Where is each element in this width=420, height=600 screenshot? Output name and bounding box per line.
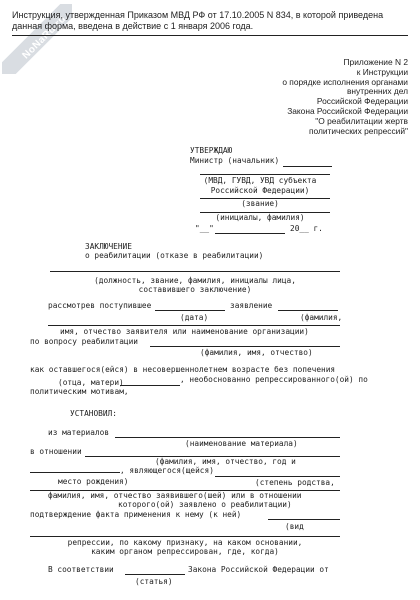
minister-blank	[283, 166, 332, 167]
appendix-line: "О реабилитации жертв	[315, 115, 408, 126]
guardian-blank	[120, 385, 180, 386]
material-name-hint: (наименование материала)	[185, 439, 298, 448]
established-title: УСТАНОВИЛ:	[70, 409, 117, 418]
birth-blank	[30, 472, 120, 473]
applicant-blank	[48, 325, 340, 326]
from-materials-label: из материалов	[48, 428, 110, 437]
on-question-label: по вопросу реабилитации	[30, 337, 138, 346]
repressed-hint: , необоснованно репрессированного(ой) по	[180, 375, 368, 384]
appendix-line: Российской Федерации	[316, 96, 408, 107]
applicant-hint: имя, отчество заявителя или наименование организации)	[60, 327, 309, 336]
kinship-blank	[215, 476, 340, 477]
appendix-line: Закона Российской Федерации	[287, 105, 408, 116]
date-hint: (дата)	[180, 313, 209, 322]
org-hint-2: Российской Федерации)	[210, 186, 310, 195]
appendix-block	[228, 58, 408, 136]
political-line: политическим мотивам,	[30, 387, 129, 396]
materials-blank	[115, 437, 340, 438]
appendix-line: к Инструкции	[356, 66, 408, 77]
approve-year: 20__ г.	[290, 224, 323, 233]
org-hint-1: (МВД, ГУВД, УВД субъекта	[203, 176, 317, 185]
author-hint-2: составившего заключение)	[138, 285, 252, 294]
confirm-line: подтверждение факта применения к нему (к ней)	[30, 510, 242, 519]
appendix-line: политических репрессий"	[308, 125, 408, 136]
question-blank	[150, 346, 340, 347]
confirm-blank	[268, 519, 340, 520]
appendix-line: Приложение N 2	[343, 57, 408, 67]
initials-hint: (инициалы, фамилия)	[215, 213, 305, 222]
repression-blank	[30, 536, 340, 537]
statement-blank	[278, 310, 338, 311]
is-being-label: , являющегося(щейся)	[120, 466, 214, 475]
watermark-text: NoNaRu.ru	[20, 13, 69, 62]
father-mother-hint: (отца, матери)	[58, 378, 124, 387]
appendix-line: о порядке исполнения органами	[282, 76, 408, 87]
regarding-label: в отношении	[30, 447, 82, 456]
accordance-label: В соответствии	[48, 565, 114, 574]
statement-label: заявление	[230, 301, 273, 310]
appendix-line: внутренних дел	[346, 86, 408, 97]
repression-hint-2: каким органом репрессирован, где, когда)	[91, 547, 279, 556]
surname-hint: (фамилия,	[300, 313, 343, 322]
kinship-hint: (степень родства,	[255, 478, 335, 487]
fio-hint: (фамилия, имя, отчество)	[200, 348, 313, 357]
law-of-label: Закона Российской Федерации от	[188, 565, 329, 574]
conclusion-title: ЗАКЛЮЧЕНИЕ	[85, 242, 132, 251]
birthplace-hint: место рождения)	[58, 477, 129, 486]
approve-date-prefix: "__"	[195, 224, 214, 233]
fio-year-hint: (фамилия, имя, отчество, год и	[155, 457, 296, 466]
minor-line: как оставшегося(ейся) в несовершеннолетнем возрасте без попечения	[30, 365, 336, 374]
date-blank	[215, 233, 285, 234]
repression-hint-1: репрессии, по какому признаку, на каком основании,	[67, 538, 303, 547]
article-hint: (статья)	[135, 577, 173, 586]
org-blank	[200, 174, 330, 175]
applicant-line: фамилия, имя, отчество заявившего(шей) или в отношении	[48, 491, 302, 500]
considered-label: рассмотрев поступившее	[48, 301, 152, 310]
author-hint-1: (должность, звание, фамилия, инициалы лица,	[94, 276, 296, 285]
conclusion-subtitle: о реабилитации (отказе в реабилитации)	[85, 251, 264, 260]
header-note: Инструкция, утвержденная Приказом МВД РФ от 17.10.2005 N 834, в которой приведена данная форма, введена в действие с 1 января 2006 года.	[12, 10, 408, 36]
rank-hint: (звание)	[241, 199, 279, 208]
filed-line: которого(ой) заявлено о реабилитации)	[118, 500, 292, 509]
considered-date-blank	[155, 310, 225, 311]
article-blank	[125, 574, 185, 575]
author-blank	[50, 271, 340, 272]
approve-title: УТВЕРЖДАЮ	[190, 146, 233, 155]
approve-minister: Министр (начальник)	[190, 156, 280, 165]
kind-hint: (вид	[285, 522, 304, 531]
